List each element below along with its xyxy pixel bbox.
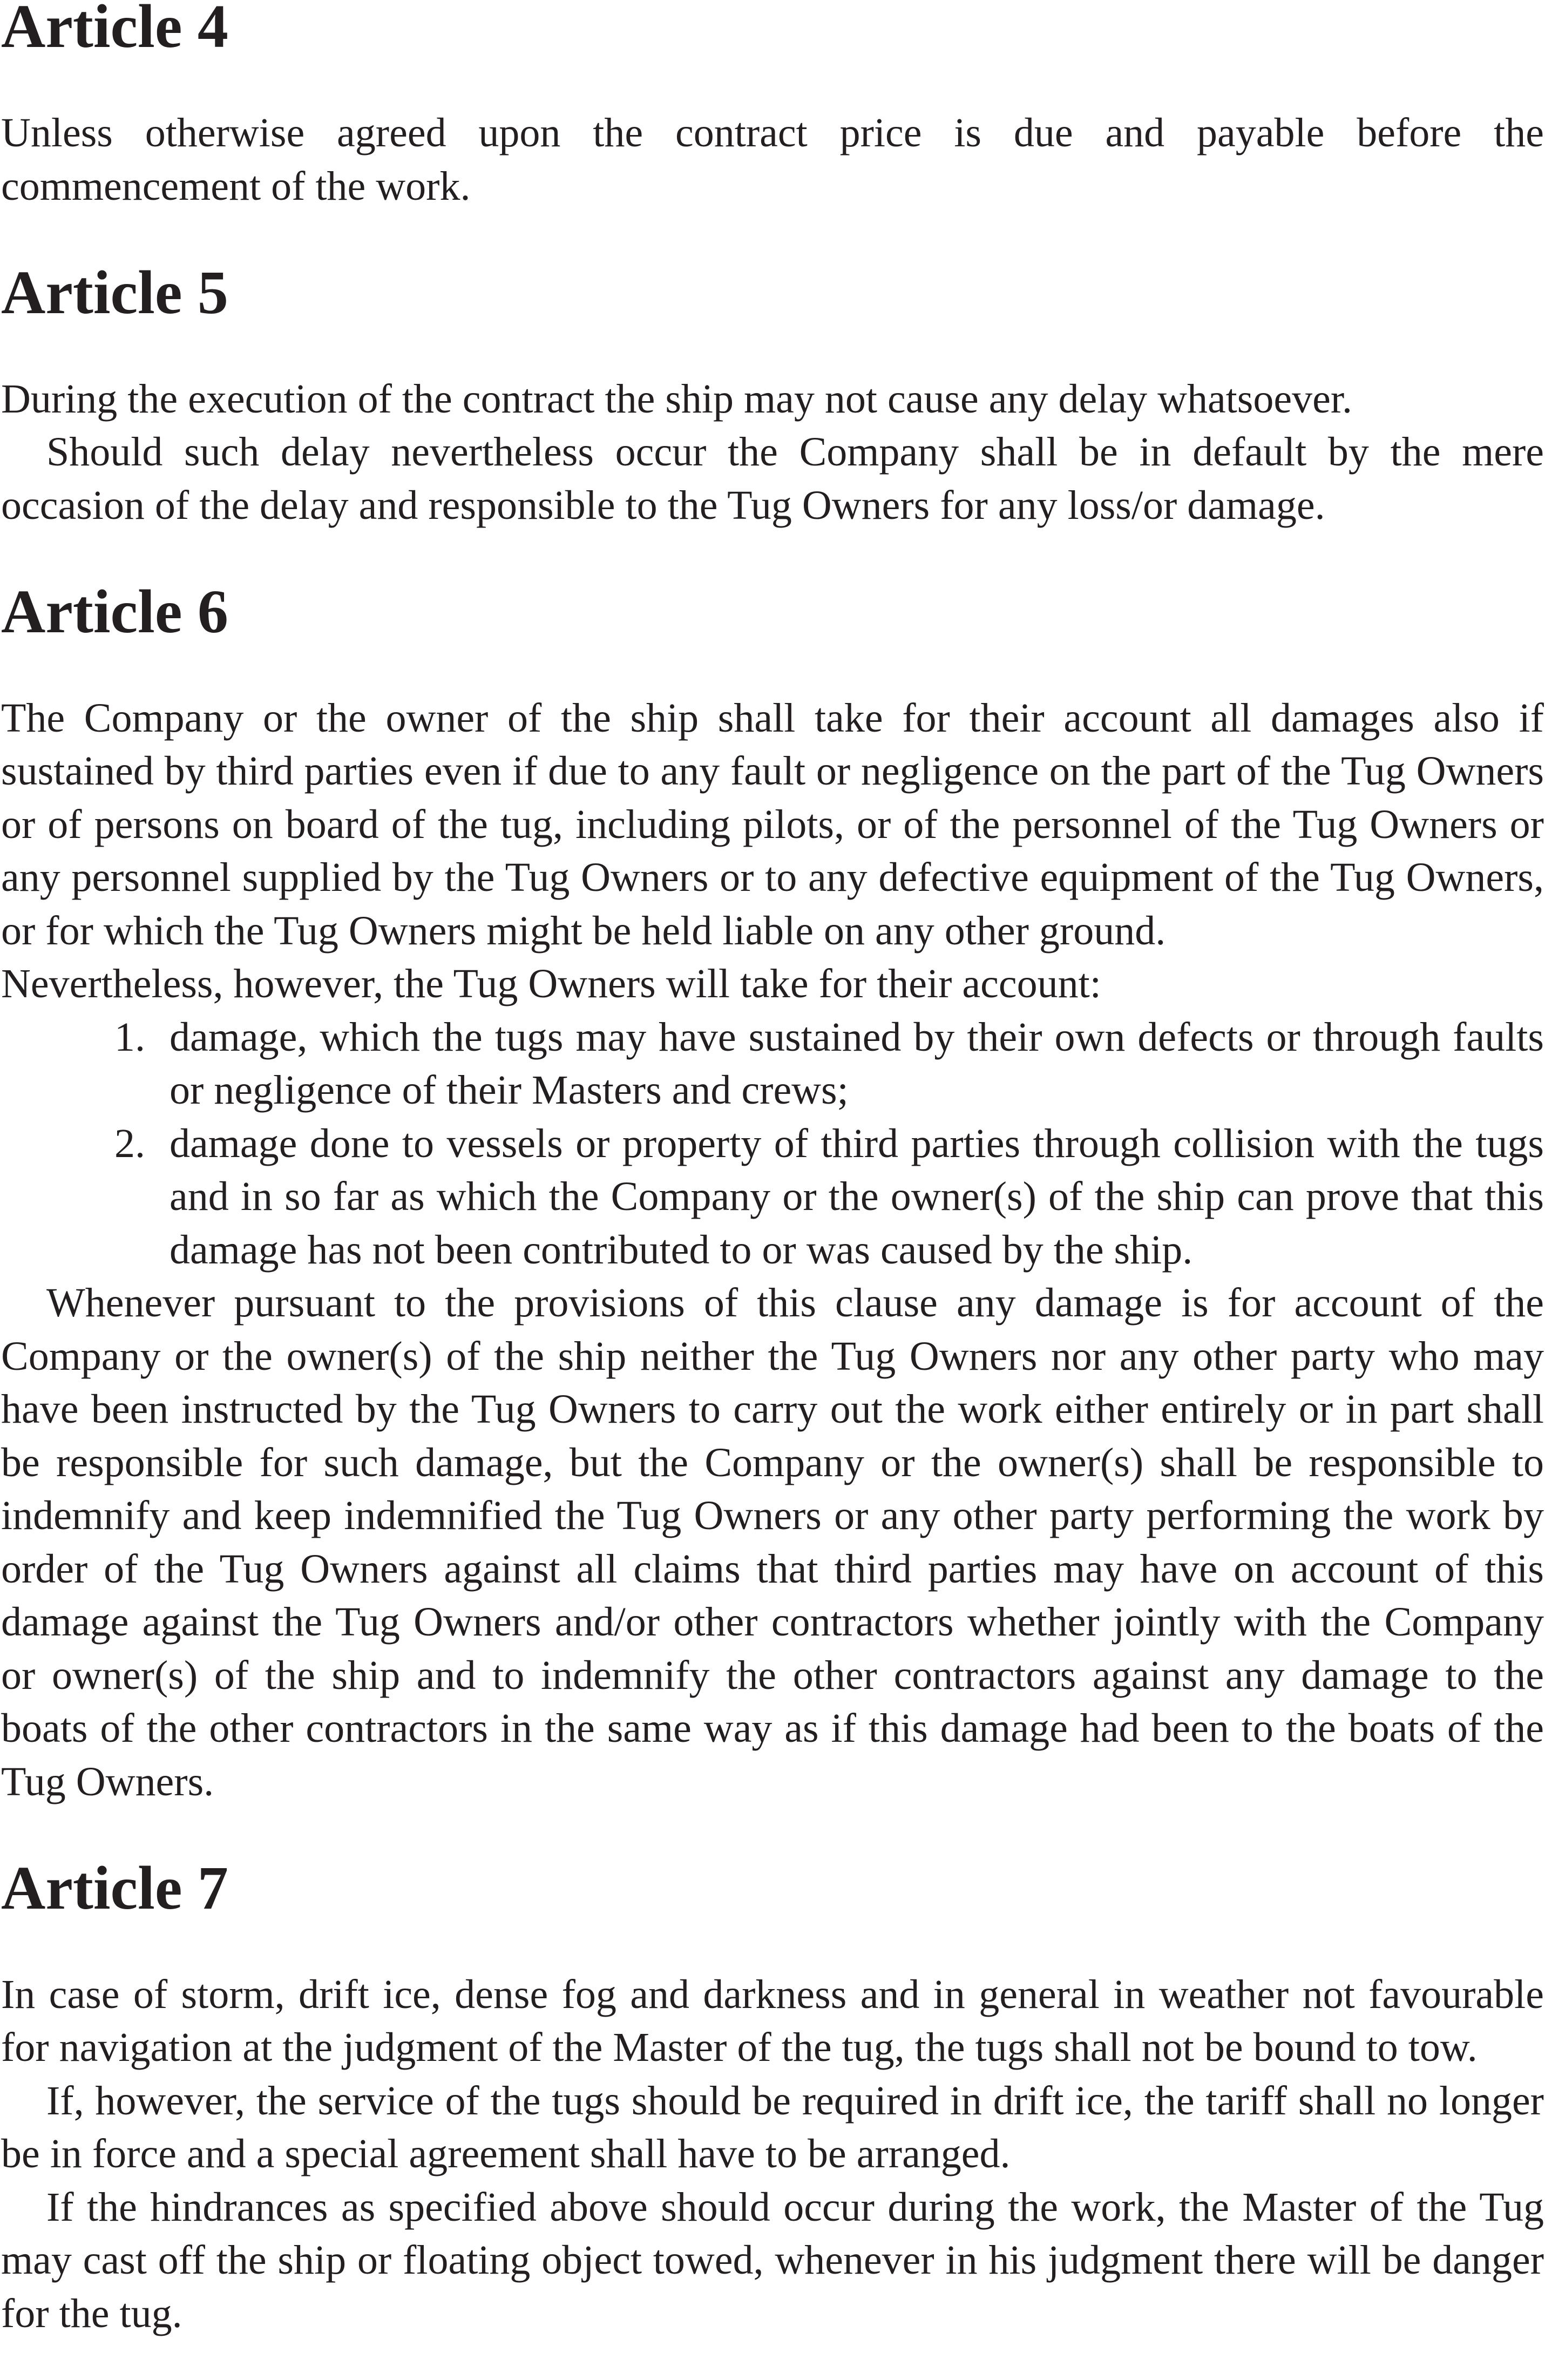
article-heading: Article 5 bbox=[1, 258, 228, 327]
list-item-number: 2. bbox=[114, 1120, 145, 1166]
spacer bbox=[1, 319, 1544, 373]
article-paragraph: Nevertheless, however, the Tug Owners will take for their account: bbox=[1, 961, 1101, 1006]
article-paragraph: Unless otherwise agreed upon the contract price is due and payable before the commencement of the work. bbox=[1, 110, 1544, 209]
article-5 bbox=[1, 258, 1544, 532]
list-item-text: damage, which the tugs may have sustained by their own defects or through faults or negligence of their Masters and crews; bbox=[170, 1014, 1544, 1113]
list-item-number: 1. bbox=[114, 1014, 145, 1060]
spacer bbox=[1, 1808, 1544, 1862]
article-6 bbox=[1, 577, 1544, 1809]
article-heading: Article 7 bbox=[1, 1853, 228, 1922]
article-heading: Article 4 bbox=[1, 0, 228, 60]
spacer bbox=[1, 532, 1544, 585]
list-item bbox=[1, 1117, 1544, 1277]
article-paragraph: In case of storm, drift ice, dense fog and darkness and in general in weather not favourable for navigation at the judgment of the Master of the tug, the tugs shall not be bound to tow. bbox=[1, 1971, 1544, 2070]
numbered-list bbox=[1, 1011, 1544, 1277]
article-paragraph: If the hindrances as specified above should occur during the work, the Master of the Tug may cast off the ship or floating object towed, whenever in his judgment there will be danger for the tug. bbox=[1, 2184, 1544, 2336]
spacer bbox=[1, 53, 1544, 107]
article-paragraph: The Company or the owner of the ship shall take for their account all damages also if sustained by third parties even if due to any fault or negligence on the part of the Tug Owners or of persons on board of the tug, including pilots, or of the personnel of the Tug Owners or any personnel supplied by the Tug Owners or to any defective equipment of the Tug Owners, or for which the Tug Owners might be held liable on any other ground. bbox=[1, 695, 1544, 954]
article-paragraph: During the execution of the contract the ship may not cause any delay whatsoever. bbox=[1, 376, 1352, 422]
article-paragraph: Should such delay nevertheless occur the Company shall be in default by the mere occasion of the delay and responsible to the Tug Owners for any loss/or damage. bbox=[1, 429, 1544, 528]
article-paragraph: If, however, the service of the tugs should be required in drift ice, the tariff shall no longer be in force and a special agreement shall have to be arranged. bbox=[1, 2078, 1544, 2176]
article-7 bbox=[1, 1853, 1544, 2341]
article-heading: Article 6 bbox=[1, 577, 228, 646]
list-item bbox=[1, 1011, 1544, 1117]
article-paragraph: Whenever pursuant to the provisions of this clause any damage is for account of the Company or the owner(s) of the ship neither the Tug Owners nor any other party who may have been instructed by the Tug Owners to carry out the work either entirely or in part shall be responsible for such damage, but the Company or the owner(s) shall be responsible to indemnify and keep indemnified the Tug Owners or any other party performing the work by order of the Tug Owners against all claims that third parties may have on account of this damage against the Tug Owners and/or other contractors whether jointly with the Company or owner(s) of the ship and to indemnify the other contractors against any damage to the boats of the other contractors in the same way as if this damage had been to the boats of the Tug Owners. bbox=[1, 1280, 1544, 1804]
article-4 bbox=[1, 0, 1544, 213]
spacer bbox=[1, 638, 1544, 692]
spacer bbox=[1, 1915, 1544, 1968]
list-item-text: damage done to vessels or property of third parties through collision with the tugs and in so far as which the Company or the owner(s) of the ship can prove that this damage has not been contributed to or was caused by the ship. bbox=[170, 1120, 1544, 1273]
spacer bbox=[1, 213, 1544, 266]
